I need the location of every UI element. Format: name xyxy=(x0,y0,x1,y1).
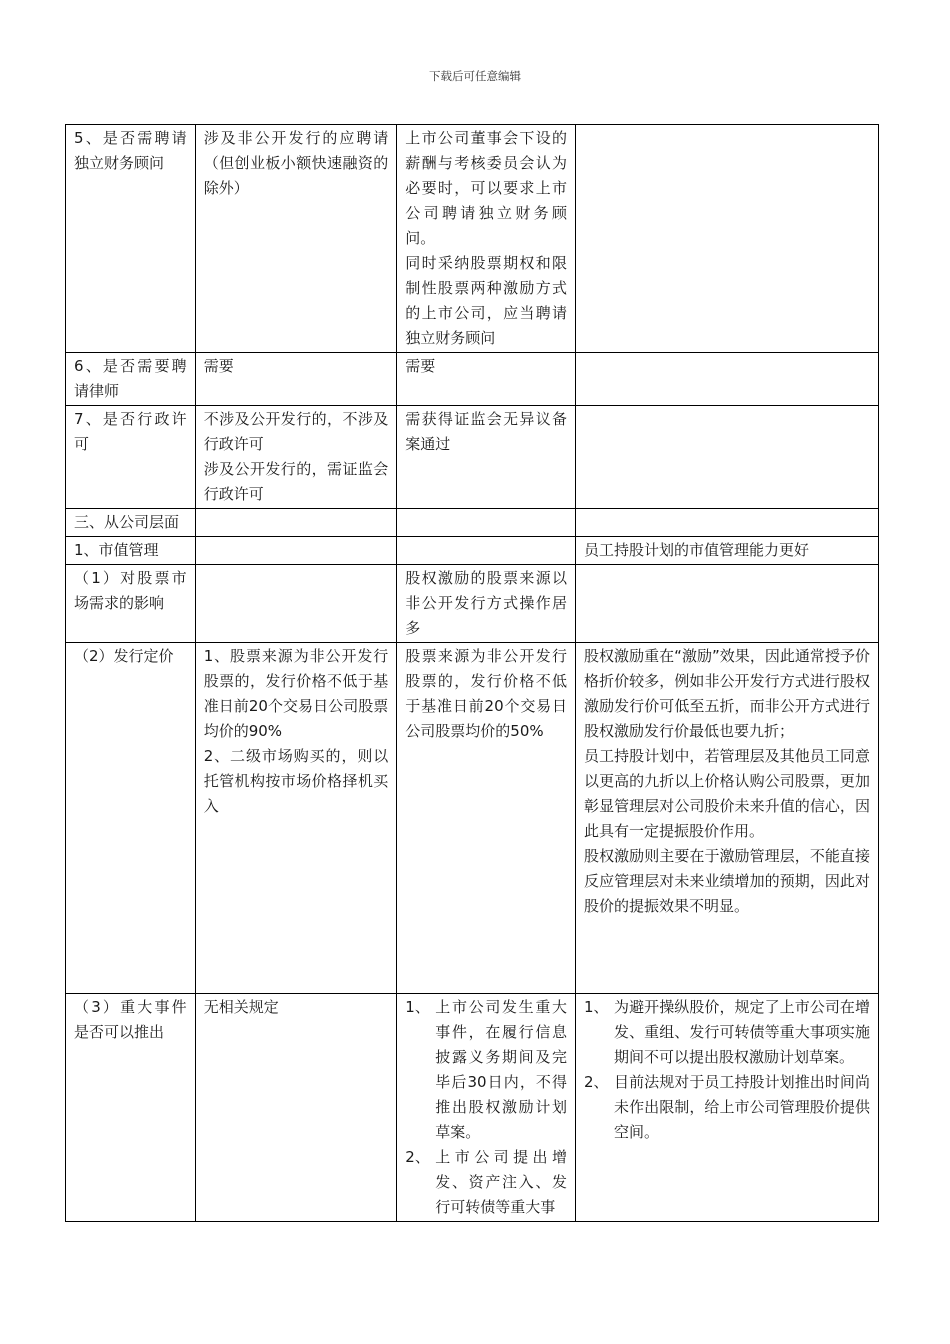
page-header: 下载后可任意编辑 xyxy=(429,69,521,83)
table-cell xyxy=(397,406,576,509)
cell-text: 需要 xyxy=(405,357,436,375)
table-cell xyxy=(576,125,879,353)
table-cell xyxy=(195,509,397,537)
list-text: 上市公司发生重大事件，在履行信息披露义务期间及完毕后30日内，不得推出股权激励计划草案。 xyxy=(435,998,568,1141)
table-row xyxy=(66,643,879,994)
cell-text: 涉及非公开发行的应聘请（但创业板小额快速融资的除外） xyxy=(203,129,389,197)
list-number: 2、 xyxy=(584,1073,609,1091)
list-text: 上市公司提出增发、资产注入、发行可转债等重大事 xyxy=(435,1148,568,1216)
cell-text: 需要 xyxy=(203,357,234,375)
table-row xyxy=(66,994,879,1222)
list-item xyxy=(405,1145,567,1220)
row-label: （3）重大事件是否可以推出 xyxy=(66,994,196,1222)
cell-text: 涉及公开发行的，需证监会行政许可 xyxy=(203,460,389,503)
table-cell xyxy=(195,537,397,565)
table-cell xyxy=(397,643,576,994)
list-number: 1、 xyxy=(405,998,430,1016)
table-row xyxy=(66,406,879,509)
cell-text: 2、二级市场购买的，则以托管机构按市场价格择机买入 xyxy=(203,747,389,815)
list-item xyxy=(584,995,870,1070)
row-label: 5、是否需聘请独立财务顾问 xyxy=(66,125,196,353)
cell-text: 需获得证监会无异议备案通过 xyxy=(405,410,568,453)
table-cell xyxy=(195,565,397,643)
table-cell xyxy=(397,509,576,537)
table-row xyxy=(66,125,879,353)
table-cell xyxy=(397,537,576,565)
cell-text: 股票来源为非公开发行股票的，发行价格不低于基准日前20个交易日公司股票均价的50% xyxy=(405,647,568,740)
table-cell xyxy=(195,994,397,1222)
table-cell xyxy=(576,353,879,406)
list-text: 目前法规对于员工持股计划推出时间尚未作出限制，给上市公司管理股价提供空间。 xyxy=(614,1073,870,1141)
cell-text: 股权激励则主要在于激励管理层，不能直接反应管理层对未来业绩增加的预期，因此对股价的提振效果不明显。 xyxy=(584,847,870,915)
cell-text: 同时采纳股票期权和限制性股票两种激励方式的上市公司，应当聘请独立财务顾问 xyxy=(405,254,568,347)
table-row xyxy=(66,353,879,406)
cell-text: 股权激励的股票来源以非公开发行方式操作居多 xyxy=(405,569,568,637)
table-cell xyxy=(397,353,576,406)
table-cell xyxy=(576,537,879,565)
table-cell xyxy=(576,994,879,1222)
cell-text: 不涉及公开发行的，不涉及行政许可 xyxy=(203,410,389,453)
table-cell xyxy=(195,125,397,353)
table-cell xyxy=(195,406,397,509)
table-row xyxy=(66,509,879,537)
cell-text: 员工持股计划的市值管理能力更好 xyxy=(584,541,810,559)
list-number: 2、 xyxy=(405,1148,430,1166)
row-label: 1、市值管理 xyxy=(66,537,196,565)
table-row xyxy=(66,537,879,565)
table-cell xyxy=(397,565,576,643)
table-cell xyxy=(195,643,397,994)
list-item xyxy=(584,1070,870,1145)
table-cell xyxy=(576,643,879,994)
cell-text: 上市公司董事会下设的薪酬与考核委员会认为必要时，可以要求上市公司聘请独立财务顾问。 xyxy=(405,129,568,247)
comparison-table xyxy=(65,124,879,1222)
cell-text: 无相关规定 xyxy=(203,998,279,1016)
table-cell xyxy=(397,994,576,1222)
table-cell xyxy=(576,406,879,509)
list-item xyxy=(405,995,567,1145)
table-row xyxy=(66,565,879,643)
cell-text: 股权激励重在“激励”效果，因此通常授予价格折价较多，例如非公开发行方式进行股权激励发行价可低至五折，而非公开方式进行股权激励发行价最低也要九折； xyxy=(584,647,870,740)
cell-text: 1、股票来源为非公开发行股票的，发行价格不低于基准日前20个交易日公司股票均价的90% xyxy=(203,647,389,740)
list-number: 1、 xyxy=(584,998,609,1016)
row-label: 6、是否需要聘请律师 xyxy=(66,353,196,406)
table-cell xyxy=(397,125,576,353)
row-label: 7、是否行政许可 xyxy=(66,406,196,509)
row-label: （2）发行定价 xyxy=(66,643,196,994)
table-cell xyxy=(576,565,879,643)
table-cell xyxy=(576,509,879,537)
table-cell xyxy=(195,353,397,406)
cell-text: 员工持股计划中，若管理层及其他员工同意以更高的九折以上价格认购公司股票，更加彰显管理层对公司股价未来升值的信心，因此具有一定提振股价作用。 xyxy=(584,747,870,840)
section-heading: 三、从公司层面 xyxy=(66,509,196,537)
list-text: 为避开操纵股价，规定了上市公司在增发、重组、发行可转债等重大事项实施期间不可以提出股权激励计划草案。 xyxy=(614,998,870,1066)
row-label: （1）对股票市场需求的影响 xyxy=(66,565,196,643)
